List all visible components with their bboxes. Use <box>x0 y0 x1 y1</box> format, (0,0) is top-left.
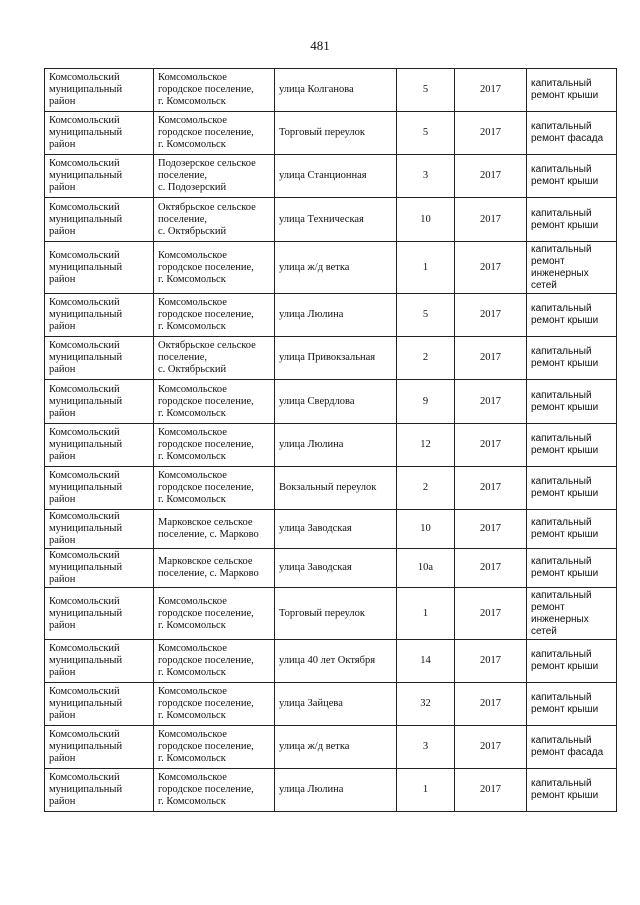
settlement-cell-line: Марковское сельское <box>158 517 253 528</box>
district-cell <box>45 683 154 726</box>
house-number-cell: 3 <box>397 726 455 769</box>
district-cell-line: район <box>49 494 76 505</box>
settlement-cell <box>154 112 275 155</box>
work-type-cell <box>527 69 617 112</box>
settlement-cell <box>154 155 275 198</box>
district-cell <box>45 769 154 812</box>
work-type-cell-line: капитальный <box>531 556 592 567</box>
table-row <box>45 588 617 640</box>
work-type-cell-line: капитальный <box>531 517 592 528</box>
repair-schedule-table <box>44 68 617 812</box>
settlement-cell-line: г. Комсомольск <box>158 494 226 505</box>
settlement-cell <box>154 380 275 424</box>
house-number-cell: 14 <box>397 640 455 683</box>
settlement-cell-line: Комсомольское <box>158 115 227 126</box>
district-cell-line: муниципальный <box>49 482 123 493</box>
year-cell: 2017 <box>455 155 527 198</box>
settlement-cell <box>154 640 275 683</box>
work-type-cell <box>527 337 617 380</box>
work-type-cell <box>527 294 617 337</box>
settlement-cell-line: Комсомольское <box>158 383 227 395</box>
work-type-cell-line: капитальный <box>531 692 592 703</box>
district-cell-line: Комсомольский <box>49 115 120 126</box>
district-cell <box>45 380 154 424</box>
settlement-cell-line: Октябрьское сельское <box>158 201 256 213</box>
district-cell <box>45 242 154 294</box>
district-cell-line: Комсомольский <box>49 470 120 481</box>
street-cell: улица Свердлова <box>275 380 397 424</box>
settlement-cell-line: г. Комсомольск <box>158 667 226 678</box>
settlement-cell <box>154 337 275 380</box>
house-number-cell: 12 <box>397 424 455 467</box>
district-cell-line: муниципальный <box>49 84 123 95</box>
district-cell-line: Комсомольский <box>49 201 120 213</box>
settlement-cell-line: городское поселение, <box>158 84 254 95</box>
settlement-cell <box>154 549 275 588</box>
table-row <box>45 683 617 726</box>
table-row <box>45 294 617 337</box>
work-type-cell-line: капитальный <box>531 303 592 314</box>
street-cell: улица 40 лет Октября <box>275 640 397 683</box>
district-cell <box>45 510 154 549</box>
house-number-cell: 10 <box>397 198 455 242</box>
district-cell-line: район <box>49 139 76 150</box>
work-type-cell-line: ремонт <box>531 601 565 613</box>
work-type-cell-line: капитальный <box>531 78 592 89</box>
settlement-cell-line: г. Комсомольск <box>158 619 226 631</box>
district-cell-line: район <box>49 225 76 237</box>
street-cell: улица Заводская <box>275 549 397 588</box>
settlement-cell-line: Комсомольское <box>158 249 227 261</box>
work-type-cell-line: ремонт крыши <box>531 401 599 413</box>
settlement-cell-line: поселение, с. Марково <box>158 568 259 579</box>
year-cell: 2017 <box>455 588 527 640</box>
district-cell-line: муниципальный <box>49 439 123 450</box>
settlement-cell-line: г. Комсомольск <box>158 753 226 764</box>
district-cell-line: район <box>49 273 76 285</box>
table-row <box>45 242 617 294</box>
work-type-cell-line: сетей <box>531 279 557 291</box>
settlement-cell <box>154 683 275 726</box>
settlement-cell-line: Комсомольское <box>158 729 227 740</box>
work-type-cell-line: капитальный <box>531 433 592 444</box>
work-type-cell-line: ремонт крыши <box>531 90 599 101</box>
year-cell: 2017 <box>455 424 527 467</box>
settlement-cell-line: поселение, с. Марково <box>158 529 259 540</box>
settlement-cell <box>154 69 275 112</box>
settlement-cell <box>154 424 275 467</box>
house-number-cell: 3 <box>397 155 455 198</box>
street-cell: улица Заводская <box>275 510 397 549</box>
district-cell-line: муниципальный <box>49 655 123 666</box>
street-cell: улица Люлина <box>275 424 397 467</box>
table-row <box>45 380 617 424</box>
table-row <box>45 640 617 683</box>
work-type-cell <box>527 726 617 769</box>
district-cell <box>45 726 154 769</box>
district-cell-line: Комсомольский <box>49 772 120 783</box>
settlement-cell-line: Комсомольское <box>158 595 227 607</box>
street-cell: Торговый переулок <box>275 112 397 155</box>
street-cell: улица Зайцева <box>275 683 397 726</box>
settlement-cell-line: Подозерское сельское <box>158 158 256 169</box>
work-type-cell-line: капитальный <box>531 243 592 255</box>
work-type-cell-line: ремонт крыши <box>531 529 599 540</box>
district-cell-line: Комсомольский <box>49 297 120 308</box>
district-cell <box>45 588 154 640</box>
table-row <box>45 155 617 198</box>
district-cell-line: Комсомольский <box>49 511 120 522</box>
work-type-cell-line: капитальный <box>531 346 592 357</box>
settlement-cell <box>154 294 275 337</box>
work-type-cell-line: ремонт фасада <box>531 747 604 758</box>
settlement-cell-line: с. Подозерский <box>158 182 227 193</box>
district-cell-line: район <box>49 574 76 585</box>
work-type-cell-line: капитальный <box>531 735 592 746</box>
settlement-cell-line: городское поселение, <box>158 395 254 407</box>
settlement-cell-line: городское поселение, <box>158 439 254 450</box>
year-cell: 2017 <box>455 726 527 769</box>
settlement-cell-line: городское поселение, <box>158 309 254 320</box>
street-cell: улица Станционная <box>275 155 397 198</box>
district-cell-line: Комсомольский <box>49 729 120 740</box>
district-cell-line: район <box>49 753 76 764</box>
year-cell: 2017 <box>455 769 527 812</box>
work-type-cell <box>527 640 617 683</box>
work-type-cell-line: капитальный <box>531 389 592 401</box>
house-number-cell: 5 <box>397 112 455 155</box>
district-cell-line: муниципальный <box>49 607 123 619</box>
district-cell-line: муниципальный <box>49 395 123 407</box>
settlement-cell <box>154 242 275 294</box>
settlement-cell-line: Комсомольское <box>158 297 227 308</box>
page-number: 481 <box>310 38 330 53</box>
year-cell: 2017 <box>455 198 527 242</box>
district-cell-line: Комсомольский <box>49 158 120 169</box>
settlement-cell-line: городское поселение, <box>158 127 254 138</box>
settlement-cell-line: поселение, <box>158 213 208 225</box>
district-cell-line: Комсомольский <box>49 686 120 697</box>
year-cell: 2017 <box>455 549 527 588</box>
work-type-cell-line: капитальный <box>531 649 592 660</box>
work-type-cell <box>527 510 617 549</box>
district-cell-line: муниципальный <box>49 213 123 225</box>
district-cell-line: Комсомольский <box>49 595 120 607</box>
district-cell-line: район <box>49 407 76 419</box>
district-cell-line: муниципальный <box>49 784 123 795</box>
work-type-cell <box>527 467 617 510</box>
work-type-cell <box>527 769 617 812</box>
work-type-cell <box>527 155 617 198</box>
table-row <box>45 112 617 155</box>
district-cell-line: Комсомольский <box>49 249 120 261</box>
district-cell-line: район <box>49 796 76 807</box>
settlement-cell-line: г. Комсомольск <box>158 451 226 462</box>
house-number-cell: 2 <box>397 337 455 380</box>
work-type-cell-line: капитальный <box>531 207 592 219</box>
table-row <box>45 726 617 769</box>
table-row <box>45 69 617 112</box>
district-cell <box>45 69 154 112</box>
district-cell <box>45 467 154 510</box>
house-number-cell: 1 <box>397 769 455 812</box>
settlement-cell <box>154 467 275 510</box>
work-type-cell-line: капитальный <box>531 476 592 487</box>
settlement-cell-line: поселение, <box>158 352 208 363</box>
work-type-cell-line: ремонт крыши <box>531 488 599 499</box>
work-type-cell <box>527 112 617 155</box>
settlement-cell-line: Марковское сельское <box>158 556 253 567</box>
work-type-cell <box>527 588 617 640</box>
work-type-cell-line: инженерных <box>531 267 589 279</box>
year-cell: 2017 <box>455 69 527 112</box>
house-number-cell: 10а <box>397 549 455 588</box>
settlement-cell-line: Комсомольское <box>158 643 227 654</box>
settlement-cell-line: городское поселение, <box>158 482 254 493</box>
house-number-cell: 2 <box>397 467 455 510</box>
district-cell-line: муниципальный <box>49 170 123 181</box>
district-cell-line: район <box>49 182 76 193</box>
settlement-cell-line: городское поселение, <box>158 607 254 619</box>
work-type-cell <box>527 424 617 467</box>
district-cell-line: Комсомольский <box>49 340 120 351</box>
settlement-cell-line: г. Комсомольск <box>158 407 226 419</box>
district-cell-line: муниципальный <box>49 352 123 363</box>
street-cell: улица ж/д ветка <box>275 726 397 769</box>
district-cell <box>45 549 154 588</box>
settlement-cell-line: с. Октябрьский <box>158 225 227 237</box>
settlement-cell <box>154 769 275 812</box>
house-number-cell: 5 <box>397 294 455 337</box>
work-type-cell <box>527 549 617 588</box>
house-number-cell: 32 <box>397 683 455 726</box>
district-cell-line: Комсомольский <box>49 643 120 654</box>
work-type-cell <box>527 683 617 726</box>
work-type-cell-line: ремонт крыши <box>531 358 599 369</box>
district-cell-line: район <box>49 321 76 332</box>
year-cell: 2017 <box>455 640 527 683</box>
house-number-cell: 10 <box>397 510 455 549</box>
district-cell-line: муниципальный <box>49 741 123 752</box>
settlement-cell-line: Комсомольское <box>158 72 227 83</box>
work-type-cell-line: ремонт крыши <box>531 704 599 715</box>
district-cell-line: район <box>49 364 76 375</box>
table-row <box>45 510 617 549</box>
house-number-cell: 1 <box>397 588 455 640</box>
district-cell-line: район <box>49 710 76 721</box>
settlement-cell <box>154 588 275 640</box>
work-type-cell-line: ремонт крыши <box>531 661 599 672</box>
street-cell: улица Колганова <box>275 69 397 112</box>
work-type-cell-line: сетей <box>531 625 557 637</box>
settlement-cell-line: г. Комсомольск <box>158 710 226 721</box>
street-cell: улица Люлина <box>275 294 397 337</box>
street-cell: Вокзальный переулок <box>275 467 397 510</box>
year-cell: 2017 <box>455 380 527 424</box>
district-cell <box>45 640 154 683</box>
table-row <box>45 337 617 380</box>
work-type-cell-line: ремонт крыши <box>531 790 599 801</box>
year-cell: 2017 <box>455 112 527 155</box>
work-type-cell-line: ремонт крыши <box>531 176 599 187</box>
house-number-cell: 9 <box>397 380 455 424</box>
district-cell <box>45 198 154 242</box>
work-type-cell-line: капитальный <box>531 164 592 175</box>
district-cell <box>45 424 154 467</box>
settlement-cell-line: Комсомольское <box>158 427 227 438</box>
table-row <box>45 549 617 588</box>
year-cell: 2017 <box>455 242 527 294</box>
district-cell-line: Комсомольский <box>49 427 120 438</box>
district-cell-line: район <box>49 667 76 678</box>
settlement-cell-line: г. Комсомольск <box>158 139 226 150</box>
settlement-cell-line: Комсомольское <box>158 470 227 481</box>
district-cell-line: муниципальный <box>49 261 123 273</box>
table-body <box>45 69 617 812</box>
settlement-cell-line: с. Октябрьский <box>158 364 227 375</box>
district-cell-line: муниципальный <box>49 127 123 138</box>
settlement-cell <box>154 510 275 549</box>
settlement-cell-line: городское поселение, <box>158 741 254 752</box>
street-cell: улица Люлина <box>275 769 397 812</box>
settlement-cell-line: Октябрьское сельское <box>158 340 256 351</box>
street-cell: улица Техническая <box>275 198 397 242</box>
district-cell-line: муниципальный <box>49 309 123 320</box>
district-cell-line: муниципальный <box>49 698 123 709</box>
work-type-cell-line: ремонт фасада <box>531 133 604 144</box>
district-cell-line: Комсомольский <box>49 550 120 561</box>
work-type-cell-line: капитальный <box>531 778 592 789</box>
district-cell <box>45 294 154 337</box>
table-row <box>45 467 617 510</box>
table-row <box>45 424 617 467</box>
district-cell-line: район <box>49 451 76 462</box>
district-cell-line: район <box>49 619 76 631</box>
table-row <box>45 769 617 812</box>
settlement-cell-line: Комсомольское <box>158 686 227 697</box>
street-cell: улица Привокзальная <box>275 337 397 380</box>
settlement-cell <box>154 726 275 769</box>
work-type-cell-line: ремонт <box>531 255 565 267</box>
settlement-cell <box>154 198 275 242</box>
district-cell-line: район <box>49 535 76 546</box>
settlement-cell-line: Комсомольское <box>158 772 227 783</box>
work-type-cell-line: ремонт крыши <box>531 568 599 579</box>
work-type-cell <box>527 242 617 294</box>
district-cell <box>45 112 154 155</box>
settlement-cell-line: г. Комсомольск <box>158 796 226 807</box>
year-cell: 2017 <box>455 467 527 510</box>
district-cell-line: район <box>49 96 76 107</box>
work-type-cell-line: ремонт крыши <box>531 219 599 231</box>
year-cell: 2017 <box>455 294 527 337</box>
work-type-cell-line: ремонт крыши <box>531 445 599 456</box>
year-cell: 2017 <box>455 337 527 380</box>
work-type-cell-line: капитальный <box>531 589 592 601</box>
house-number-cell: 5 <box>397 69 455 112</box>
district-cell-line: Комсомольский <box>49 72 120 83</box>
work-type-cell-line: ремонт крыши <box>531 315 599 326</box>
district-cell-line: Комсомольский <box>49 383 120 395</box>
work-type-cell-line: капитальный <box>531 121 592 132</box>
year-cell: 2017 <box>455 510 527 549</box>
street-cell: улица ж/д ветка <box>275 242 397 294</box>
district-cell <box>45 337 154 380</box>
street-cell: Торговый переулок <box>275 588 397 640</box>
settlement-cell-line: городское поселение, <box>158 784 254 795</box>
table-row <box>45 198 617 242</box>
settlement-cell-line: городское поселение, <box>158 698 254 709</box>
settlement-cell-line: г. Комсомольск <box>158 273 226 285</box>
house-number-cell: 1 <box>397 242 455 294</box>
district-cell-line: муниципальный <box>49 523 123 534</box>
district-cell <box>45 155 154 198</box>
work-type-cell <box>527 380 617 424</box>
settlement-cell-line: г. Комсомольск <box>158 96 226 107</box>
district-cell-line: муниципальный <box>49 562 123 573</box>
settlement-cell-line: городское поселение, <box>158 261 254 273</box>
settlement-cell-line: г. Комсомольск <box>158 321 226 332</box>
settlement-cell-line: городское поселение, <box>158 655 254 666</box>
work-type-cell-line: инженерных <box>531 613 589 625</box>
settlement-cell-line: поселение, <box>158 170 208 181</box>
year-cell: 2017 <box>455 683 527 726</box>
work-type-cell <box>527 198 617 242</box>
